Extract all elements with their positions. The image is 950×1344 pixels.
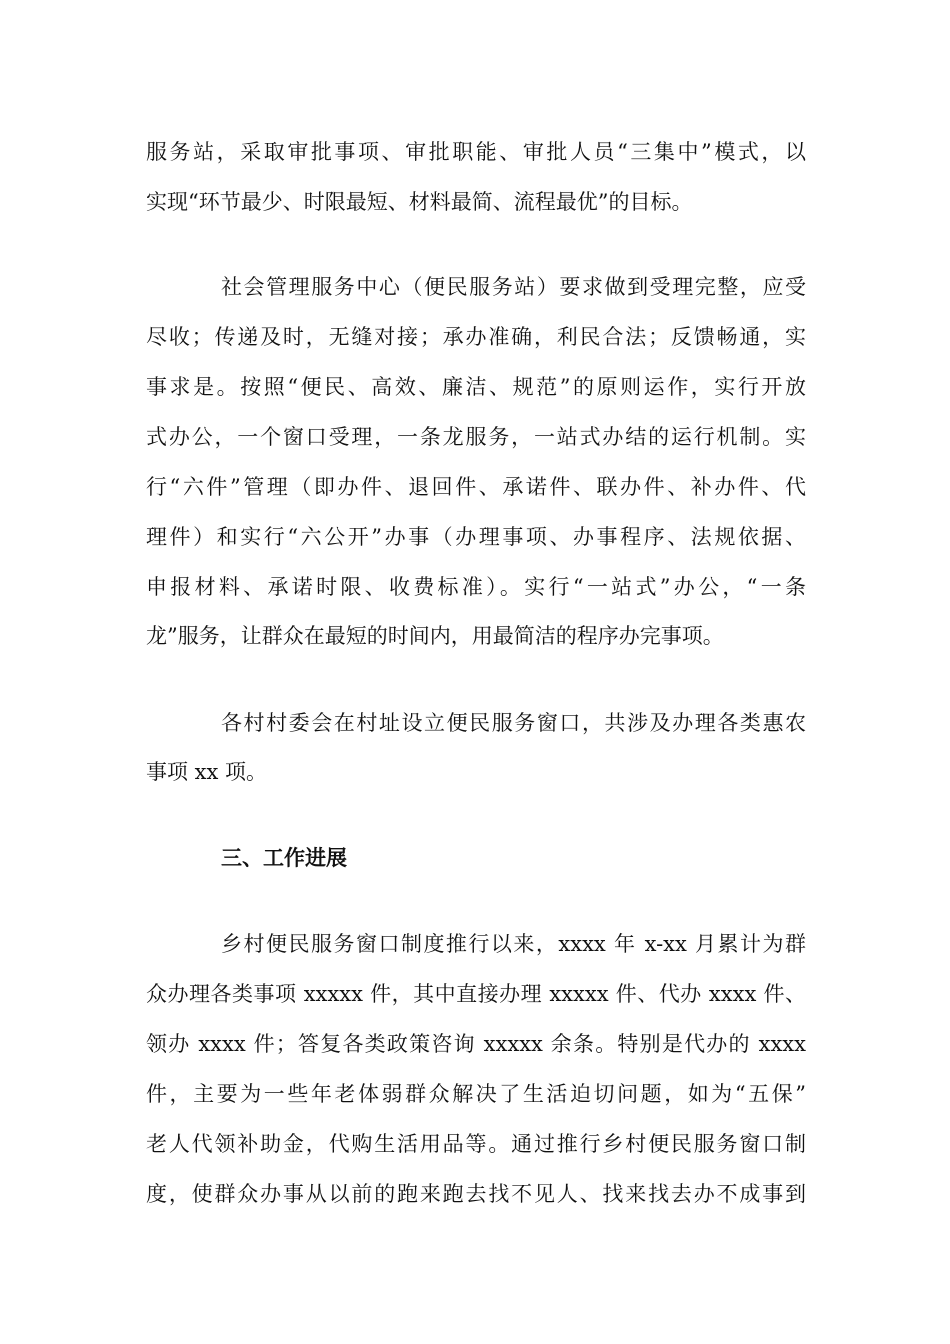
paragraph-1-line-1: 服务站，采取审批事项、审批职能、审批人员“三集中”模式，以 <box>146 140 806 164</box>
paragraph-4-line-1: 乡村便民服务窗口制度推行以来，xxxx 年 x-xx 月累计为群 <box>221 932 806 956</box>
paragraph-2-line-7: 申报材料、承诺时限、收费标准）。实行“一站式”办公，“一条 <box>146 575 806 599</box>
paragraph-2-line-3: 事求是。按照“便民、高效、廉洁、规范”的原则运作，实行开放 <box>146 375 806 399</box>
paragraph-3-line-1: 各村村委会在村址设立便民服务窗口，共涉及办理各类惠农 <box>221 711 806 735</box>
paragraph-1-line-2: 实现“环节最少、时限最短、材料最简、流程最优”的目标。 <box>146 190 693 214</box>
paragraph-2-line-2: 尽收；传递及时，无缝对接；承办准确，利民合法；反馈畅通，实 <box>146 325 806 349</box>
paragraph-4-line-3: 领办 xxxx 件；答复各类政策咨询 xxxxx 余条。特别是代办的 xxxx <box>146 1032 806 1056</box>
paragraph-4-line-4: 件，主要为一些年老体弱群众解决了生活迫切问题，如为“五保” <box>146 1082 806 1106</box>
paragraph-2-line-1: 社会管理服务中心（便民服务站）要求做到受理完整，应受 <box>221 275 806 299</box>
paragraph-3-line-2: 事项 xx 项。 <box>146 760 268 784</box>
paragraph-4-line-5: 老人代领补助金，代购生活用品等。通过推行乡村便民服务窗口制 <box>146 1132 806 1156</box>
section-heading: 三、工作进展 <box>221 846 347 870</box>
paragraph-2-line-4: 式办公，一个窗口受理，一条龙服务，一站式办结的运行机制。实 <box>146 425 806 449</box>
paragraph-2-line-5: 行“六件”管理（即办件、退回件、承诺件、联办件、补办件、代 <box>146 475 806 499</box>
paragraph-4-line-6: 度，使群众办事从以前的跑来跑去找不见人、找来找去办不成事到 <box>146 1182 806 1206</box>
paragraph-2-line-8: 龙”服务，让群众在最短的时间内，用最简洁的程序办完事项。 <box>146 624 724 648</box>
paragraph-2-line-6: 理件）和实行“六公开”办事（办理事项、办事程序、法规依据、 <box>146 525 806 549</box>
paragraph-4-line-2: 众办理各类事项 xxxxx 件，其中直接办理 xxxxx 件、代办 xxxx 件、 <box>146 982 806 1006</box>
